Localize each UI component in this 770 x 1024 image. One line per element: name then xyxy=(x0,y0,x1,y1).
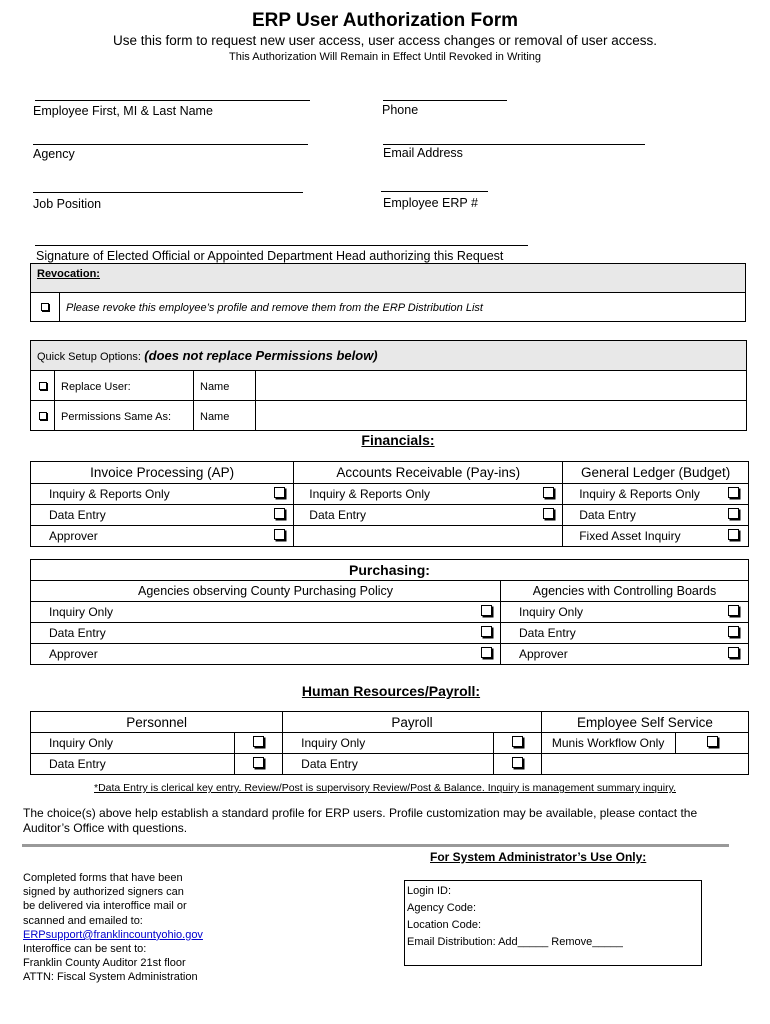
signature-field-label: Signature of Elected Official or Appointed Department Head authorizing this Request xyxy=(36,249,504,263)
personnel-data-entry-label: Data Entry xyxy=(31,754,235,775)
agency-field-line[interactable] xyxy=(33,144,308,145)
financials-table xyxy=(30,461,749,547)
instructions-line: Interoffice can be sent to: xyxy=(23,943,147,956)
admin-box xyxy=(404,880,702,966)
purchasing-heading: Purchasing: xyxy=(31,560,749,581)
ap-column-header: Invoice Processing (AP) xyxy=(31,462,294,484)
login-id-field[interactable]: Login ID: xyxy=(407,885,452,897)
instructions-line: Franklin County Auditor 21st floor xyxy=(23,957,186,970)
ess-empty-cell xyxy=(541,754,748,775)
gl-data-entry-checkbox[interactable] xyxy=(728,508,739,519)
ar-empty-cell xyxy=(294,526,563,547)
job-field-line[interactable] xyxy=(33,192,303,193)
financials-heading: Financials: xyxy=(361,432,435,448)
ess-workflow-checkbox[interactable] xyxy=(707,736,718,747)
purchasing-left-header: Agencies observing County Purchasing Policy xyxy=(31,581,501,602)
agency-code-field[interactable]: Agency Code: xyxy=(407,902,477,914)
purch-right-data-entry-label: Data Entry xyxy=(501,623,719,644)
revocation-checkbox[interactable] xyxy=(41,303,49,311)
personnel-inquiry-label: Inquiry Only xyxy=(31,733,235,754)
purch-left-inquiry-label: Inquiry Only xyxy=(31,602,473,623)
purch-right-approver-checkbox[interactable] xyxy=(728,647,739,658)
personnel-column-header: Personnel xyxy=(31,712,283,733)
email-field-line[interactable] xyxy=(383,144,645,145)
replace-user-label: Replace User: xyxy=(61,380,131,393)
gl-fixed-asset-label: Fixed Asset Inquiry xyxy=(563,526,718,547)
signature-field-line[interactable] xyxy=(35,245,528,246)
ap-inquiry-label: Inquiry & Reports Only xyxy=(31,484,266,505)
email-field-label: Email Address xyxy=(383,146,463,160)
ar-data-entry-label: Data Entry xyxy=(294,505,534,526)
ess-workflow-label: Munis Workflow Only xyxy=(541,733,675,754)
phone-field-line[interactable] xyxy=(383,100,507,101)
purch-left-inquiry-checkbox[interactable] xyxy=(481,605,492,616)
replace-user-checkbox[interactable] xyxy=(39,382,47,390)
ar-data-entry-checkbox[interactable] xyxy=(543,508,554,519)
gl-inquiry-label: Inquiry & Reports Only xyxy=(563,484,718,505)
instructions-block xyxy=(23,871,203,985)
purch-left-approver-checkbox[interactable] xyxy=(481,647,492,658)
quick-setup-table xyxy=(30,340,747,431)
personnel-data-entry-checkbox[interactable] xyxy=(253,757,264,768)
purch-left-approver-label: Approver xyxy=(31,644,473,665)
support-email-link[interactable]: ERPsupport@franklincountyohio.gov xyxy=(23,928,203,941)
instructions-line: signed by authorized signers can xyxy=(23,886,184,899)
purch-right-data-entry-checkbox[interactable] xyxy=(728,626,739,637)
location-code-field[interactable]: Location Code: xyxy=(407,919,481,931)
quick-setup-note: (does not replace Permissions below) xyxy=(144,348,378,363)
phone-field-label: Phone xyxy=(382,103,419,117)
permissions-same-name-label: Name xyxy=(200,410,230,423)
revocation-table xyxy=(30,263,746,322)
ap-data-entry-checkbox[interactable] xyxy=(274,508,285,519)
purch-right-inquiry-checkbox[interactable] xyxy=(728,605,739,616)
purch-left-data-entry-checkbox[interactable] xyxy=(481,626,492,637)
permissions-same-name-input[interactable] xyxy=(256,401,747,431)
permissions-same-label: Permissions Same As: xyxy=(61,410,172,423)
purchasing-table xyxy=(30,559,749,665)
gl-fixed-asset-checkbox[interactable] xyxy=(728,529,739,540)
agency-field-label: Agency xyxy=(33,147,75,161)
payroll-data-entry-checkbox[interactable] xyxy=(512,757,523,768)
payroll-inquiry-label: Inquiry Only xyxy=(283,733,494,754)
permissions-same-checkbox[interactable] xyxy=(39,412,47,420)
personnel-inquiry-checkbox[interactable] xyxy=(253,736,264,747)
ar-inquiry-label: Inquiry & Reports Only xyxy=(294,484,534,505)
payroll-inquiry-checkbox[interactable] xyxy=(512,736,523,747)
instructions-line: be delivered via interoffice mail or xyxy=(23,900,187,913)
profile-note: The choice(s) above help establish a standard profile for ERP users. Profile customization may be available, please contact the Auditor’s Office with questions. xyxy=(23,806,698,835)
gl-inquiry-checkbox[interactable] xyxy=(728,487,739,498)
ap-approver-label: Approver xyxy=(31,526,266,547)
erp-field-label: Employee ERP # xyxy=(383,196,478,210)
instructions-line: Completed forms that have been xyxy=(23,872,183,884)
replace-user-name-label: Name xyxy=(200,380,230,393)
payroll-data-entry-label: Data Entry xyxy=(283,754,494,775)
revocation-heading: Revocation: xyxy=(37,268,100,280)
quick-setup-label: Quick Setup Options: xyxy=(37,351,141,363)
form-subtitle: Use this form to request new user access, user access changes or removal of user access. xyxy=(113,33,657,48)
hr-heading: Human Resources/Payroll: xyxy=(301,683,481,699)
name-field-label: Employee First, MI & Last Name xyxy=(33,104,213,118)
gl-data-entry-label: Data Entry xyxy=(563,505,718,526)
instructions-line: scanned and emailed to: xyxy=(23,914,143,927)
name-field-line[interactable] xyxy=(35,100,310,101)
revocation-text: Please revoke this employee’s profile and remove them from the ERP Distribution List xyxy=(66,302,483,314)
purch-right-approver-label: Approver xyxy=(501,644,719,665)
ess-column-header: Employee Self Service xyxy=(541,712,748,733)
payroll-column-header: Payroll xyxy=(283,712,542,733)
footnote: *Data Entry is clerical key entry. Review/Post is supervisory Review/Post & Balance. Inquiry is management summary inquiry. xyxy=(94,782,676,794)
ar-inquiry-checkbox[interactable] xyxy=(543,487,554,498)
admin-divider xyxy=(22,844,729,847)
gl-column-header: General Ledger (Budget) xyxy=(563,462,749,484)
replace-user-name-input[interactable] xyxy=(256,371,747,401)
ap-inquiry-checkbox[interactable] xyxy=(274,487,285,498)
email-distribution-field[interactable]: Email Distribution: Add_____ Remove_____ xyxy=(407,936,623,948)
purch-left-data-entry-label: Data Entry xyxy=(31,623,473,644)
purchasing-right-header: Agencies with Controlling Boards xyxy=(501,581,749,602)
admin-heading: For System Administrator’s Use Only: xyxy=(430,850,647,864)
ar-column-header: Accounts Receivable (Pay-ins) xyxy=(294,462,563,484)
form-note: This Authorization Will Remain in Effect Until Revoked in Writing xyxy=(229,51,541,63)
ap-data-entry-label: Data Entry xyxy=(31,505,266,526)
form-title: ERP User Authorization Form xyxy=(251,10,519,31)
hr-table xyxy=(30,711,749,775)
job-field-label: Job Position xyxy=(33,197,102,211)
purch-right-inquiry-label: Inquiry Only xyxy=(501,602,719,623)
instructions-line: ATTN: Fiscal System Administration xyxy=(23,971,198,984)
erp-field-line[interactable] xyxy=(381,191,488,192)
ap-approver-checkbox[interactable] xyxy=(274,529,285,540)
